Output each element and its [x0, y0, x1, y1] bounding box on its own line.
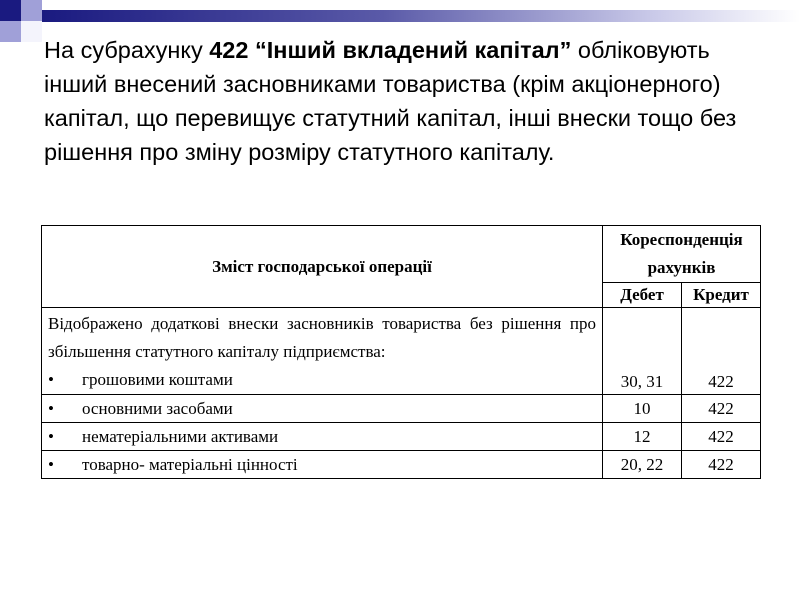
header-credit: Кредит: [682, 283, 761, 308]
operation-subitem-label: товарно- матеріальні цінності: [82, 454, 298, 474]
bullet-icon: •: [48, 370, 54, 389]
operation-cell: [42, 423, 603, 451]
debit-cell: 10: [603, 395, 682, 423]
operation-subitem-label: основними засобами: [82, 398, 233, 418]
decor-square-light: [21, 0, 42, 21]
bullet-icon: •: [48, 454, 54, 474]
table-row: [42, 451, 761, 479]
debit-cell: 30, 31: [603, 308, 682, 395]
bullet-icon: •: [48, 426, 54, 446]
decor-square-pale: [21, 21, 42, 42]
table-row: [42, 395, 761, 423]
operation-cell: [42, 308, 603, 395]
header-correspondence: Кореспонденція рахунків: [603, 226, 761, 283]
table-row: [42, 423, 761, 451]
intro-account-title: 422 “Інший вкладений капітал”: [209, 37, 572, 63]
credit-cell: 422: [682, 395, 761, 423]
credit-cell: 422: [682, 308, 761, 395]
header-operation-content: Зміст господарської операції: [42, 226, 603, 308]
decor-square-light: [0, 21, 21, 42]
operation-cell: [42, 451, 603, 479]
operations-table: [41, 225, 761, 479]
operation-description: Відображено додаткові внески засновників товариства без рішення про збільшення статутного капіталу підприємства:: [48, 314, 596, 361]
decor-square-dark: [0, 0, 21, 21]
intro-prefix: На субрахунку: [44, 37, 210, 63]
operation-subitem-label: грошовими коштами: [82, 370, 233, 389]
credit-cell: 422: [682, 451, 761, 479]
credit-cell: 422: [682, 423, 761, 451]
intro-paragraph: [44, 33, 764, 169]
table-row: [42, 308, 761, 395]
debit-cell: 12: [603, 423, 682, 451]
debit-cell: 20, 22: [603, 451, 682, 479]
header-debit: Дебет: [603, 283, 682, 308]
decor-top-bar: [42, 10, 800, 22]
operation-cell: [42, 395, 603, 423]
operation-subitem-label: нематеріальними активами: [82, 426, 279, 446]
intro-suffix: обліковують інший внесений засновниками товариства (крім акціонерного) капітал, що перевищує статутний капітал, інші внески тощо без рішення про зміну розміру статутного капіталу.: [44, 37, 737, 165]
operation-subitem: [48, 366, 596, 394]
bullet-icon: •: [48, 398, 54, 418]
